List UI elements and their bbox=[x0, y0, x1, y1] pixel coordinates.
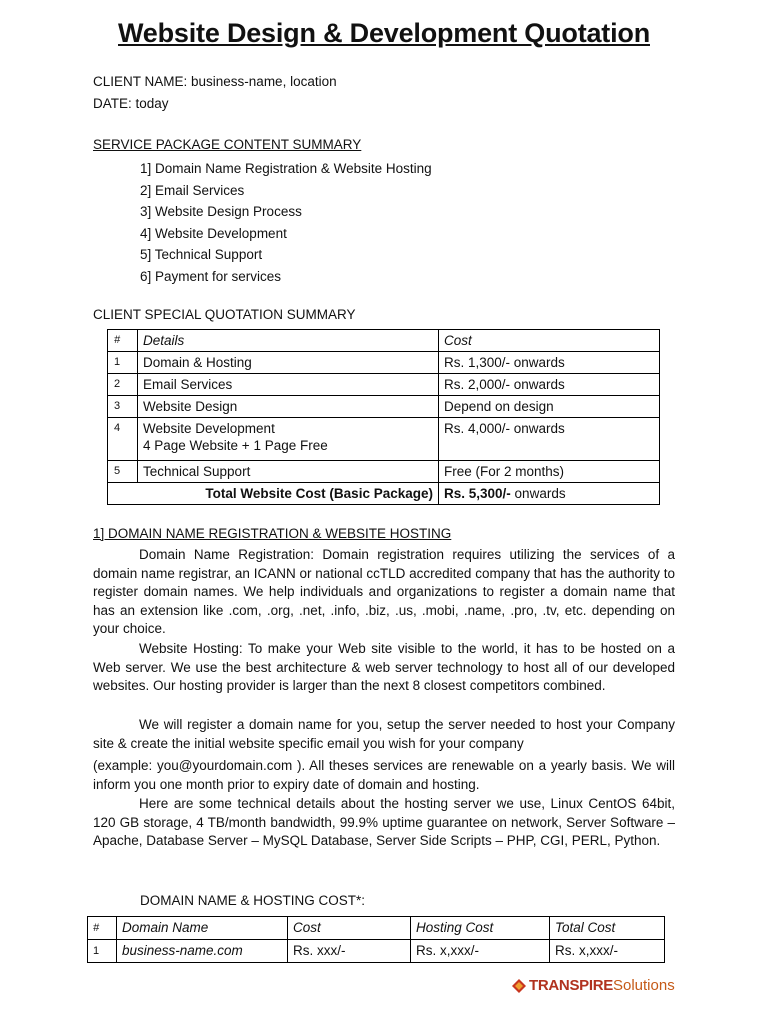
date-line: DATE: today bbox=[93, 96, 169, 111]
total-label: Total Website Cost (Basic Package) bbox=[108, 483, 439, 505]
company-logo bbox=[512, 977, 675, 994]
list-item: 2] Email Services bbox=[140, 182, 245, 198]
quotation-heading: CLIENT SPECIAL QUOTATION SUMMARY bbox=[93, 307, 356, 322]
row-cost: Rs. 1,300/- onwards bbox=[439, 352, 660, 374]
hosting-cost-heading: DOMAIN NAME & HOSTING COST*: bbox=[140, 893, 366, 908]
website-hosting-paragraph: Website Hosting: To make your Web site visible to the world, it has to be hosted on a Web server. We use the best architecture & web server technology to host all of our developed websites. Our hosting provider is larger than the next 8 closest competitors combined. bbox=[93, 641, 675, 693]
page-title: Website Design & Development Quotation bbox=[118, 18, 650, 48]
quotation-table bbox=[107, 329, 660, 505]
column-header: Cost bbox=[288, 917, 411, 940]
row-details: Domain & Hosting bbox=[138, 352, 439, 374]
list-item: 5] Technical Support bbox=[140, 247, 263, 262]
column-header: # bbox=[88, 917, 117, 940]
domain-registration-paragraph: Domain Name Registration: Domain registration requires utilizing the services of a domain name registrar, an ICANN or national ccTLD accredited company that has the authority to register domain names. We help individuals and organizations to register a domain name that has an extension like .com, .org, .net, .info, .biz, .us, .mobi, .name, .pro, .tv, etc. depending on your choice. bbox=[93, 547, 675, 636]
hosting-cost-table bbox=[87, 916, 665, 963]
table-row bbox=[108, 418, 660, 461]
row-number: 5 bbox=[108, 461, 138, 483]
column-header: Domain Name bbox=[117, 917, 288, 940]
row-cost: Depend on design bbox=[439, 396, 660, 418]
row-number: 4 bbox=[108, 418, 138, 461]
cost-cell: Rs. xxx/- bbox=[288, 940, 411, 963]
table-row bbox=[88, 940, 665, 963]
domain-name-cell: business-name.com bbox=[117, 940, 288, 963]
table-row bbox=[108, 374, 660, 396]
row-details: Email Services bbox=[138, 374, 439, 396]
row-details-subline: 4 Page Website + 1 Page Free bbox=[143, 438, 328, 453]
row-details-line: Website Development bbox=[143, 421, 275, 436]
column-header: Total Cost bbox=[550, 917, 665, 940]
column-header: Hosting Cost bbox=[411, 917, 550, 940]
logo-brand: TRANSPIRE bbox=[529, 977, 613, 994]
total-value: Rs. 5,300/- bbox=[444, 486, 511, 501]
row-number: 1 bbox=[88, 940, 117, 963]
registration-paragraph-continued: (example: you@yourdomain.com ). All theses services are renewable on a yearly basis. We will inform you one month prior to expiry date of domain and hosting. bbox=[93, 758, 675, 792]
row-details: Technical Support bbox=[138, 461, 439, 483]
row-cost: Rs. 2,000/- onwards bbox=[439, 374, 660, 396]
section1-heading: 1] DOMAIN NAME REGISTRATION & WEBSITE HOSTING bbox=[93, 526, 452, 541]
table-row bbox=[108, 396, 660, 418]
table-header-row bbox=[108, 330, 660, 352]
column-header: # bbox=[108, 330, 138, 352]
summary-heading: SERVICE PACKAGE CONTENT SUMMARY bbox=[93, 137, 362, 152]
client-name-line: CLIENT NAME: business-name, location bbox=[93, 74, 337, 89]
total-suffix: onwards bbox=[510, 486, 566, 501]
total-cost-cell: Rs. x,xxx/- bbox=[550, 940, 665, 963]
table-row bbox=[108, 461, 660, 483]
row-number: 2 bbox=[108, 374, 138, 396]
row-cost: Free (For 2 months) bbox=[439, 461, 660, 483]
row-details bbox=[138, 418, 439, 461]
list-item: 1] Domain Name Registration & Website Hosting bbox=[140, 161, 432, 176]
table-row bbox=[108, 352, 660, 374]
table-header-row bbox=[88, 917, 665, 940]
column-header: Cost bbox=[439, 330, 660, 352]
row-number: 1 bbox=[108, 352, 138, 374]
list-item: 3] Website Design Process bbox=[140, 204, 302, 219]
technical-details-paragraph: Here are some technical details about the hosting server we use, Linux CentOS 64bit, 120 GB storage, 4 TB/month bandwidth, 99.9% uptime guarantee on network, Server Software – Apache, Database Server – MySQL Database, Server Side Scripts – PHP, CGI, PERL, Python. bbox=[93, 796, 675, 848]
row-details: Website Design bbox=[138, 396, 439, 418]
total-row bbox=[108, 483, 660, 505]
hosting-cost-cell: Rs. x,xxx/- bbox=[411, 940, 550, 963]
list-item: 4] Website Development bbox=[140, 225, 287, 241]
logo-diamond-icon bbox=[512, 979, 526, 993]
summary-list bbox=[140, 158, 432, 287]
column-header: Details bbox=[138, 330, 439, 352]
registration-paragraph: We will register a domain name for you, setup the server needed to host your Company site & create the initial website specific email you wish for your company bbox=[93, 717, 675, 751]
total-cost bbox=[439, 483, 660, 505]
list-item: 6] Payment for services bbox=[140, 268, 282, 284]
row-number: 3 bbox=[108, 396, 138, 418]
row-cost: Rs. 4,000/- onwards bbox=[439, 418, 660, 461]
logo-suffix: Solutions bbox=[612, 977, 675, 994]
